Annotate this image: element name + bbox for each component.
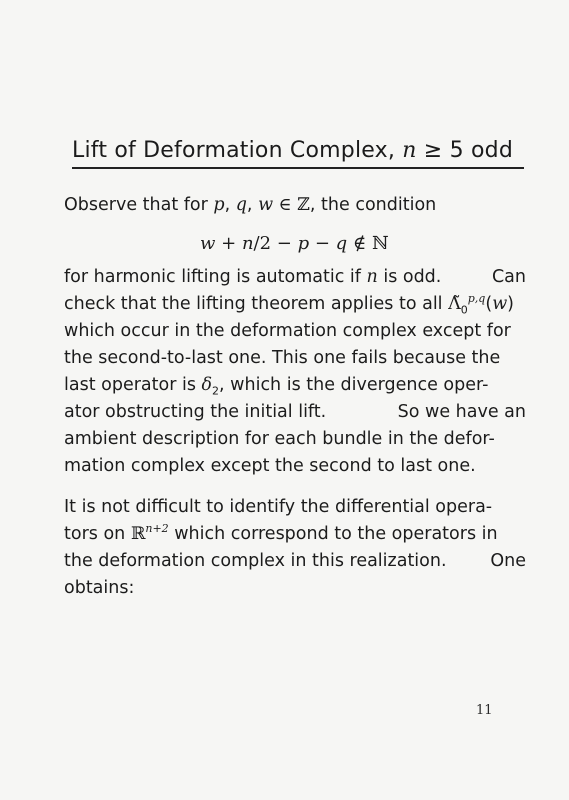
p1-line-1: for harmonic lifting is automatic if n is odd. Can [64, 267, 526, 287]
p2-line-1: It is not difficult to identify the differential opera- [64, 497, 493, 517]
slide-title: Lift of Deformation Complex, n ≥ 5 odd [72, 138, 513, 163]
p1-line-7: ambient description for each bundle in the defor- [64, 429, 495, 449]
p1-line-6: ator obstructing the initial lift. So we have an [64, 402, 526, 422]
display-equation: w + n/2 − p − q ∉ ℕ [200, 233, 389, 254]
p1-line-5: last operator is $\delta_2$, which is the divergence oper- [64, 375, 489, 398]
title-underline [72, 167, 524, 169]
page-number: 11 [476, 703, 493, 718]
p1-line-3: which occur in the deformation complex except for [64, 321, 511, 341]
paragraph-2 [64, 494, 526, 602]
paragraph-1-intro: Observe that for p, q, w ∈ ℤ, the condition [64, 195, 437, 215]
p2-line-2: tors on ℝ$^{n+2}$ which correspond to the operators in [64, 522, 498, 544]
p2-line-3: the deformation complex in this realization. One [64, 551, 526, 571]
p2-line-4: obtains: [64, 578, 135, 598]
p1-line-2: check that the lifting theorem applies to all $\Lambdã_0^{p,q}(w)$ [64, 292, 514, 317]
p1-line-4: the second-to-last one. This one fails because the [64, 348, 501, 368]
p1-line-8: mation complex except the second to last one. [64, 456, 476, 476]
paragraph-1-body [64, 264, 526, 480]
